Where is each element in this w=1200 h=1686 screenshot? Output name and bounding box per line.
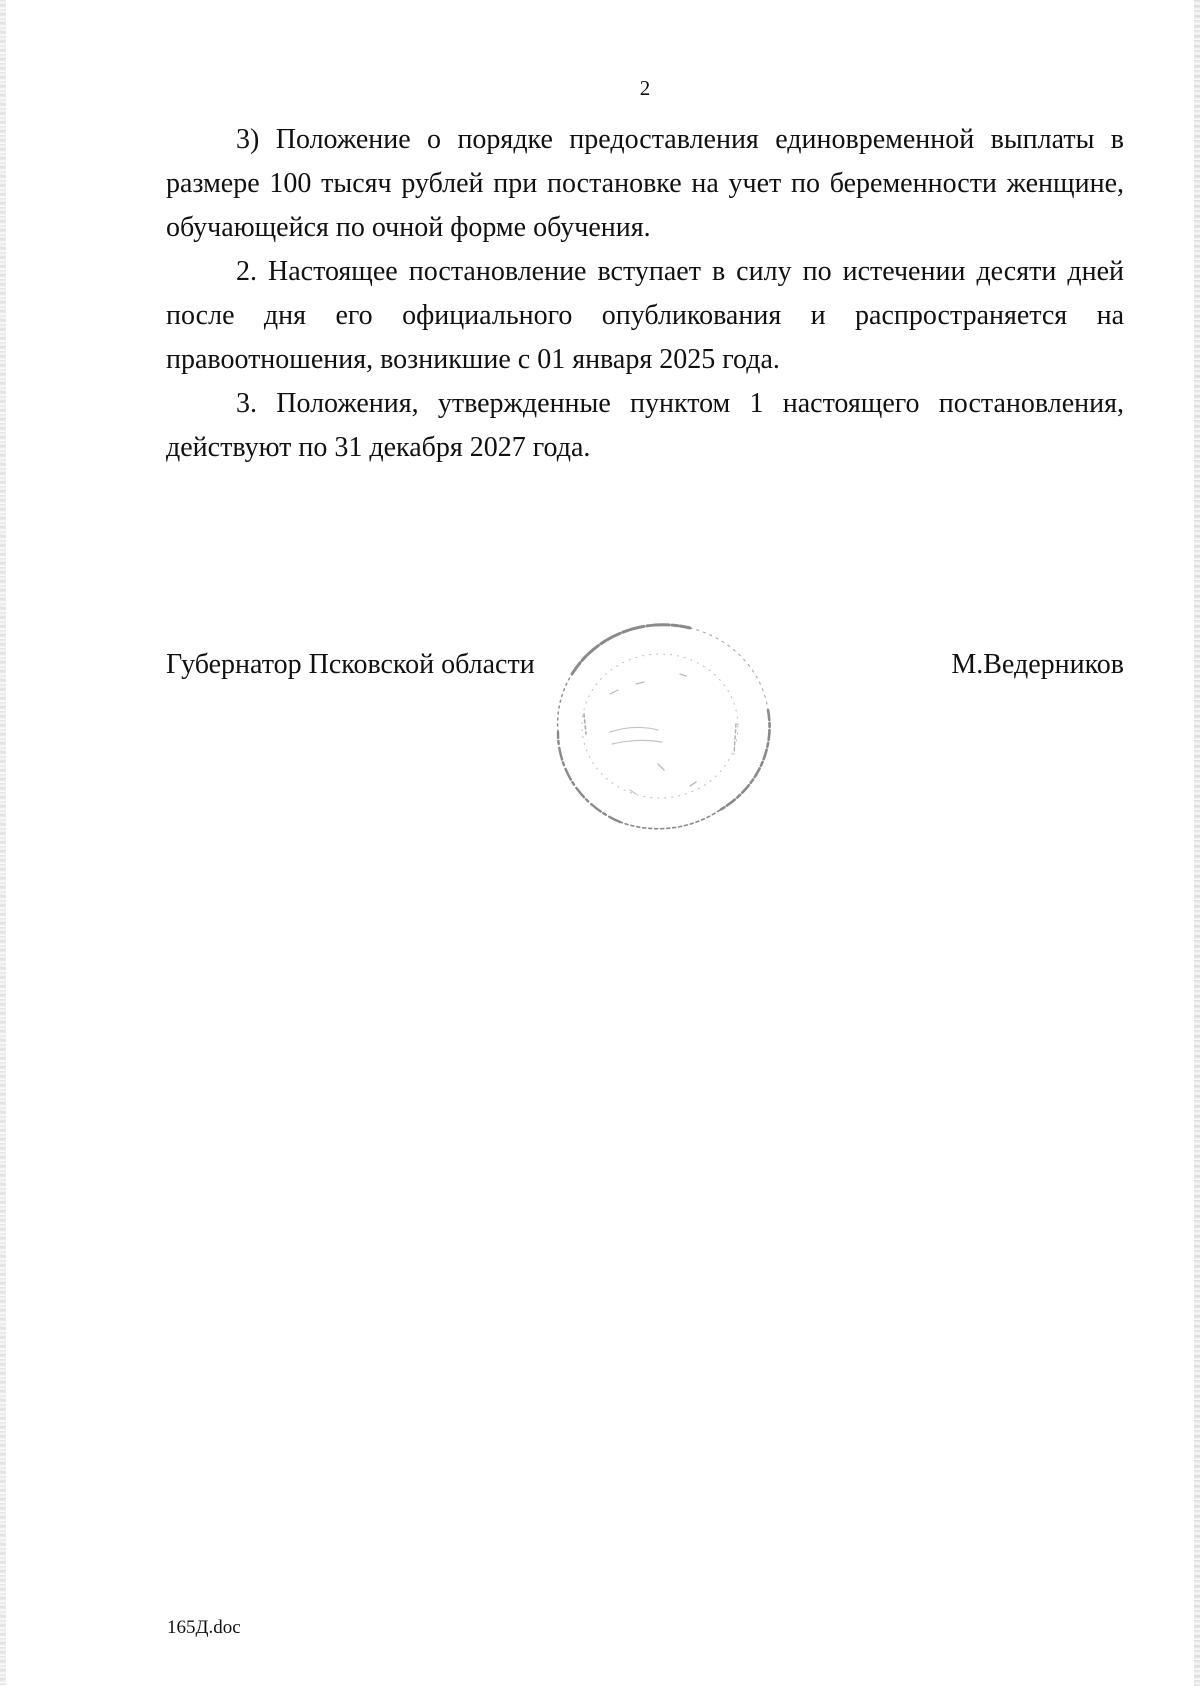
document-body [166, 118, 1124, 470]
signatory-title: Губернатор Псковской области [166, 649, 535, 680]
paragraph-item-3-clause: 3) Положение о порядке предоставления единовременной выплаты в размере 100 тысяч рублей при постановке на учет по беременности женщине, обучающейся по очной форме обучения. [166, 124, 1124, 243]
signatory-name: М.Ведерников [951, 649, 1124, 680]
footer-filename: 165Д.doc [167, 1617, 241, 1638]
paragraph-effective-date: 2. Настоящее постановление вступает в силу по истечении десяти дней после дня его официального опубликования и распространяется на правоотношения, возникшие с 01 января 2025 года. [166, 256, 1124, 375]
page-number: 2 [639, 76, 651, 100]
scan-edge-right [1194, 0, 1200, 1686]
paragraph-validity-period: 3. Положения, утвержденные пунктом 1 настоящего постановления, действуют по 31 декабря 2027 года. [166, 388, 1124, 463]
official-seal-icon [540, 614, 780, 836]
scan-edge-left [0, 0, 6, 1686]
